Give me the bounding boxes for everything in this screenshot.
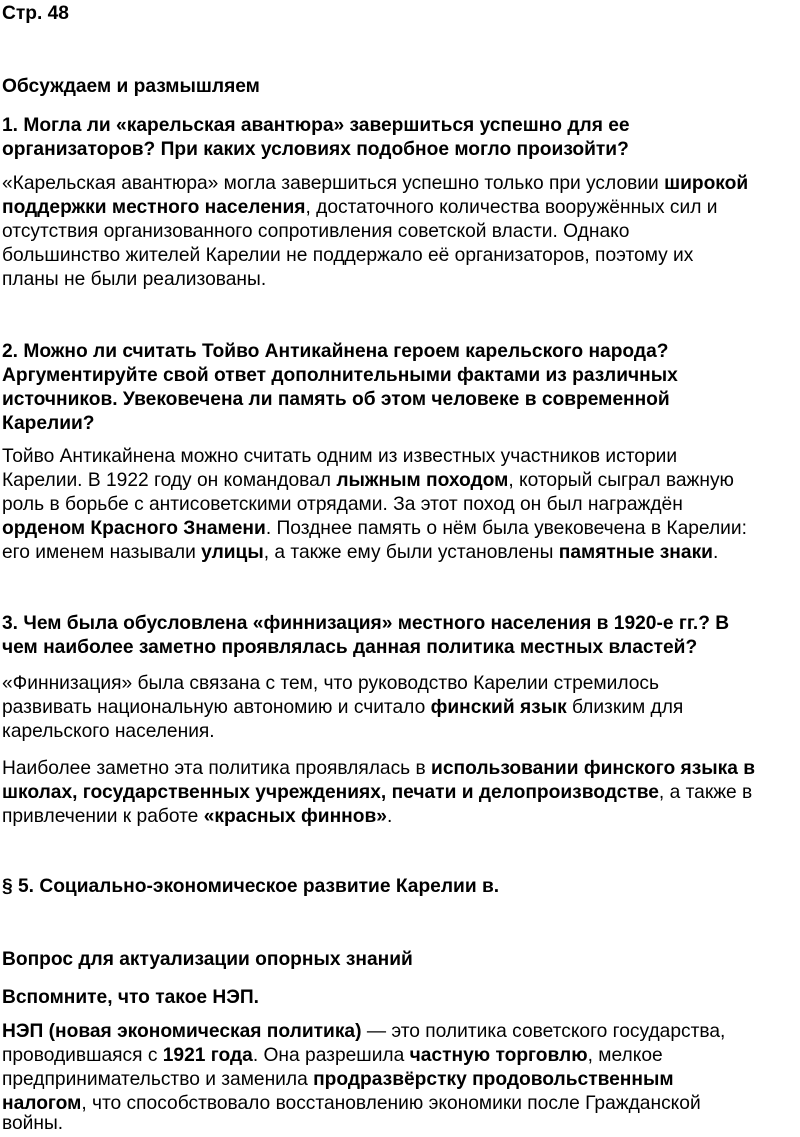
text-run: . Она разрешила bbox=[252, 1045, 410, 1066]
text-run: , который сыграл важную bbox=[508, 470, 734, 491]
review-answer-line bbox=[2, 1112, 63, 1136]
text-run: проводившаяся с bbox=[2, 1045, 163, 1066]
text-run: роль в борьбе с антисоветскими отрядами. За этот поход он был награждён bbox=[2, 494, 683, 515]
text-run: отсутствия организованного сопротивления советской власти. Однако bbox=[2, 221, 630, 242]
review-answer-line bbox=[2, 1044, 663, 1068]
text-run: близким для bbox=[566, 697, 684, 718]
bold-phrase: продразвёрстку продовольственным bbox=[313, 1069, 674, 1090]
q1-answer-line bbox=[2, 220, 629, 244]
review-question: Вспомните, что такое НЭП. bbox=[2, 987, 259, 1008]
text-run: привлечении к работе bbox=[2, 806, 204, 827]
text-run: предпринимательство и заменила bbox=[2, 1069, 314, 1090]
bold-phrase: налогом bbox=[2, 1093, 82, 1114]
bold-phrase: лыжным походом bbox=[336, 470, 509, 491]
q2-answer-line bbox=[2, 517, 747, 541]
review-answer-line bbox=[2, 1068, 674, 1092]
q1-question-line: 1. Могла ли «карельская авантюра» завершиться успешно для ее bbox=[2, 115, 630, 136]
q1-question-line: организаторов? При каких условиях подобное могло произойти? bbox=[2, 139, 629, 160]
q3-question-line: чем наиболее заметно проявлялась данная политика местных властей? bbox=[2, 637, 698, 658]
text-run: планы не были реализованы. bbox=[2, 269, 267, 290]
text-run: . bbox=[386, 806, 393, 827]
q3-answer-line bbox=[2, 720, 215, 744]
q1-answer-line bbox=[2, 268, 266, 292]
bold-phrase: использовании финского языка в bbox=[431, 758, 756, 779]
q2-answer-line bbox=[2, 493, 683, 517]
text-run: карельского населения. bbox=[2, 721, 215, 742]
text-run: Наиболее заметно эта политика проявлялась в bbox=[2, 758, 432, 779]
q2-answer-line bbox=[2, 469, 734, 493]
bold-phrase: 1921 года bbox=[162, 1045, 253, 1066]
bold-phrase: НЭП (новая экономическая политика) bbox=[2, 1021, 362, 1042]
q1-answer-line bbox=[2, 172, 748, 196]
bold-phrase: широкой bbox=[664, 173, 749, 194]
text-run: . bbox=[712, 542, 719, 563]
text-run: «Карельская авантюра» могла завершиться успешно только при условии bbox=[2, 173, 665, 194]
text-run: , что способствовало восстановлению экономики после Гражданской bbox=[81, 1093, 701, 1114]
text-run: . Позднее память о нём была увековечена в Карелии: bbox=[265, 518, 747, 539]
bold-phrase: орденом Красного Знамени bbox=[2, 518, 266, 539]
bold-phrase: «красных финнов» bbox=[203, 806, 387, 827]
q2-answer-line bbox=[2, 541, 718, 565]
text-run: развивать национальную автономию и считало bbox=[2, 697, 431, 718]
q2-question-line: Карелии? bbox=[2, 413, 95, 434]
bold-phrase: школах, государственных учреждениях, печати и делопроизводстве bbox=[2, 782, 659, 803]
text-run: войны. bbox=[2, 1113, 64, 1134]
text-run: , а также в bbox=[658, 782, 753, 803]
text-run: , а также ему были установлены bbox=[263, 542, 559, 563]
text-run: — это политика советского государства, bbox=[361, 1021, 726, 1042]
text-run: Карелии. В 1922 году он командовал bbox=[2, 470, 337, 491]
page-label: Стр. 48 bbox=[2, 3, 69, 24]
bold-phrase: памятные знаки bbox=[558, 542, 713, 563]
text-run: , достаточного количества вооружённых сил и bbox=[305, 197, 718, 218]
review-heading: Вопрос для актуализации опорных знаний bbox=[2, 949, 413, 970]
q1-answer-line bbox=[2, 244, 693, 268]
q2-answer-line bbox=[2, 445, 677, 469]
bold-phrase: улицы bbox=[201, 542, 264, 563]
bold-phrase: частную торговлю bbox=[409, 1045, 588, 1066]
text-run: большинство жителей Карелии не поддержало её организаторов, поэтому их bbox=[2, 245, 694, 266]
q2-question-line: источников. Увековечена ли память об этом человеке в современной bbox=[2, 389, 670, 410]
review-answer-line bbox=[2, 1020, 725, 1044]
text-run: его именем называли bbox=[2, 542, 202, 563]
text-run: , мелкое bbox=[587, 1045, 663, 1066]
bold-phrase: поддержки местного населения bbox=[2, 197, 306, 218]
review-answer-line bbox=[2, 1092, 701, 1116]
text-run: Тойво Антикайнена можно считать одним из известных участников истории bbox=[2, 446, 678, 467]
q3-answer-line bbox=[2, 696, 683, 720]
q3-answer-line bbox=[2, 781, 752, 805]
text-run: «Финнизация» была связана с тем, что руководство Карелии стремилось bbox=[2, 673, 659, 694]
q3-answer-line bbox=[2, 672, 659, 696]
section5-heading: § 5. Социально-экономическое развитие Карелии в. bbox=[2, 876, 500, 897]
q3-answer-line bbox=[2, 757, 755, 781]
q1-answer-line bbox=[2, 196, 717, 220]
section-heading: Обсуждаем и размышляем bbox=[2, 76, 260, 97]
q3-question-line: 3. Чем была обусловлена «финнизация» местного населения в 1920-е гг.? В bbox=[2, 613, 730, 634]
bold-phrase: финский язык bbox=[430, 697, 567, 718]
q2-question-line: Аргументируйте свой ответ дополнительными фактами из различных bbox=[2, 365, 678, 386]
q2-question-line: 2. Можно ли считать Тойво Антикайнена героем карельского народа? bbox=[2, 341, 669, 362]
q3-answer-line bbox=[2, 805, 392, 829]
